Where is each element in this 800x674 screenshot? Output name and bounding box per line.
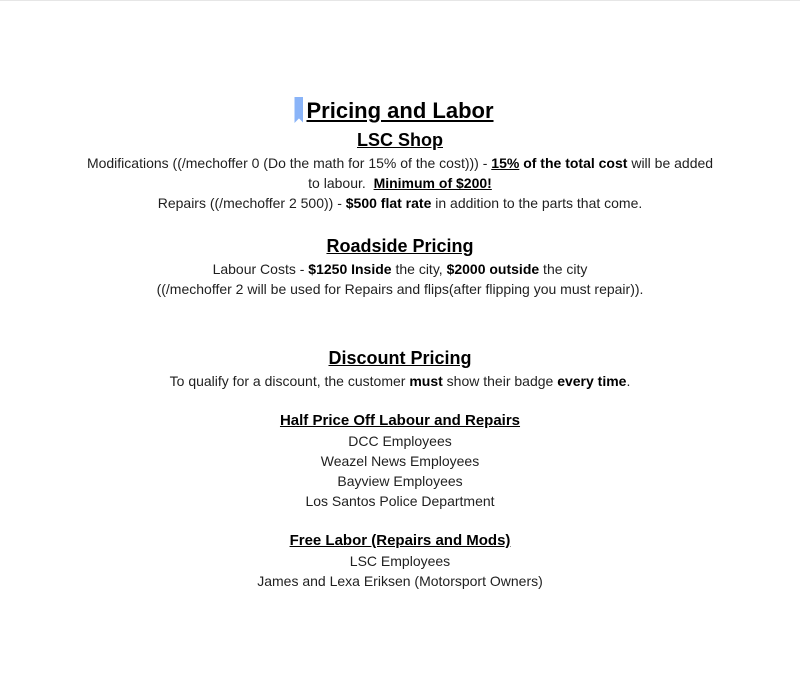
free-labor-list (0, 551, 800, 591)
lsc-shop-heading (0, 127, 800, 153)
discount-heading (0, 345, 800, 371)
roadside-note: ((/mechoffer 2 will be used for Repairs and flips(after flipping you must repair)). (156, 281, 644, 297)
repairs-prefix: Repairs ((/mechoffer 2 500)) - (157, 195, 346, 211)
list-item: DCC Employees (348, 433, 452, 449)
spacer (0, 213, 800, 233)
spacer (0, 391, 800, 411)
page-title (306, 95, 493, 127)
lsc-shop-heading-text: LSC Shop (357, 130, 443, 150)
mods-prefix: Modifications ((/mechoffer 0 (Do the math for 15% of the cost))) - (86, 155, 492, 171)
outside-suffix: the city (539, 261, 588, 277)
spacer (0, 511, 800, 531)
list-item: James and Lexa Eriksen (Motorsport Owners) (257, 573, 543, 589)
qualify-must: must (409, 373, 443, 389)
inside-amount: $1250 Inside (308, 261, 392, 277)
labour-costs-paragraph (0, 259, 800, 279)
labour-prefix: Labour Costs - (212, 261, 309, 277)
qualify-middle: show their badge (442, 373, 558, 389)
page-title-text: Pricing and Labor (306, 98, 494, 123)
repairs-flat-rate: $500 flat rate (345, 195, 432, 211)
list-item: Bayview Employees (337, 473, 463, 489)
discount-heading-text: Discount Pricing (328, 348, 472, 368)
half-price-list (0, 431, 800, 511)
roadside-heading (0, 233, 800, 259)
document-body (0, 95, 800, 591)
list-item: Los Santos Police Department (305, 493, 495, 509)
free-labor-heading: Free Labor (Repairs and Mods) (289, 532, 511, 549)
repairs-suffix: in addition to the parts that come. (431, 195, 643, 211)
qualify-end: . (626, 373, 631, 389)
modifications-paragraph (80, 153, 720, 193)
discount-qualify-paragraph (0, 371, 800, 391)
repairs-paragraph (0, 193, 800, 213)
list-item: Weazel News Employees (320, 453, 480, 469)
outside-amount: $2000 outside (446, 261, 540, 277)
qualify-every-time: every time (557, 373, 627, 389)
top-border (0, 0, 800, 1)
bookmark-icon[interactable] (294, 97, 303, 123)
roadside-heading-text: Roadside Pricing (326, 236, 474, 256)
mods-percent: 15% (491, 155, 520, 171)
half-price-heading: Half Price Off Labour and Repairs (279, 412, 521, 429)
spacer (0, 299, 800, 339)
qualify-prefix: To qualify for a discount, the customer (169, 373, 410, 389)
list-item: LSC Employees (349, 553, 451, 569)
mods-minimum: Minimum of $200! (373, 175, 492, 191)
inside-suffix: the city, (391, 261, 447, 277)
mods-total-cost: of the total cost (519, 155, 628, 171)
mods-suffix: will be added to labour. (308, 155, 717, 191)
